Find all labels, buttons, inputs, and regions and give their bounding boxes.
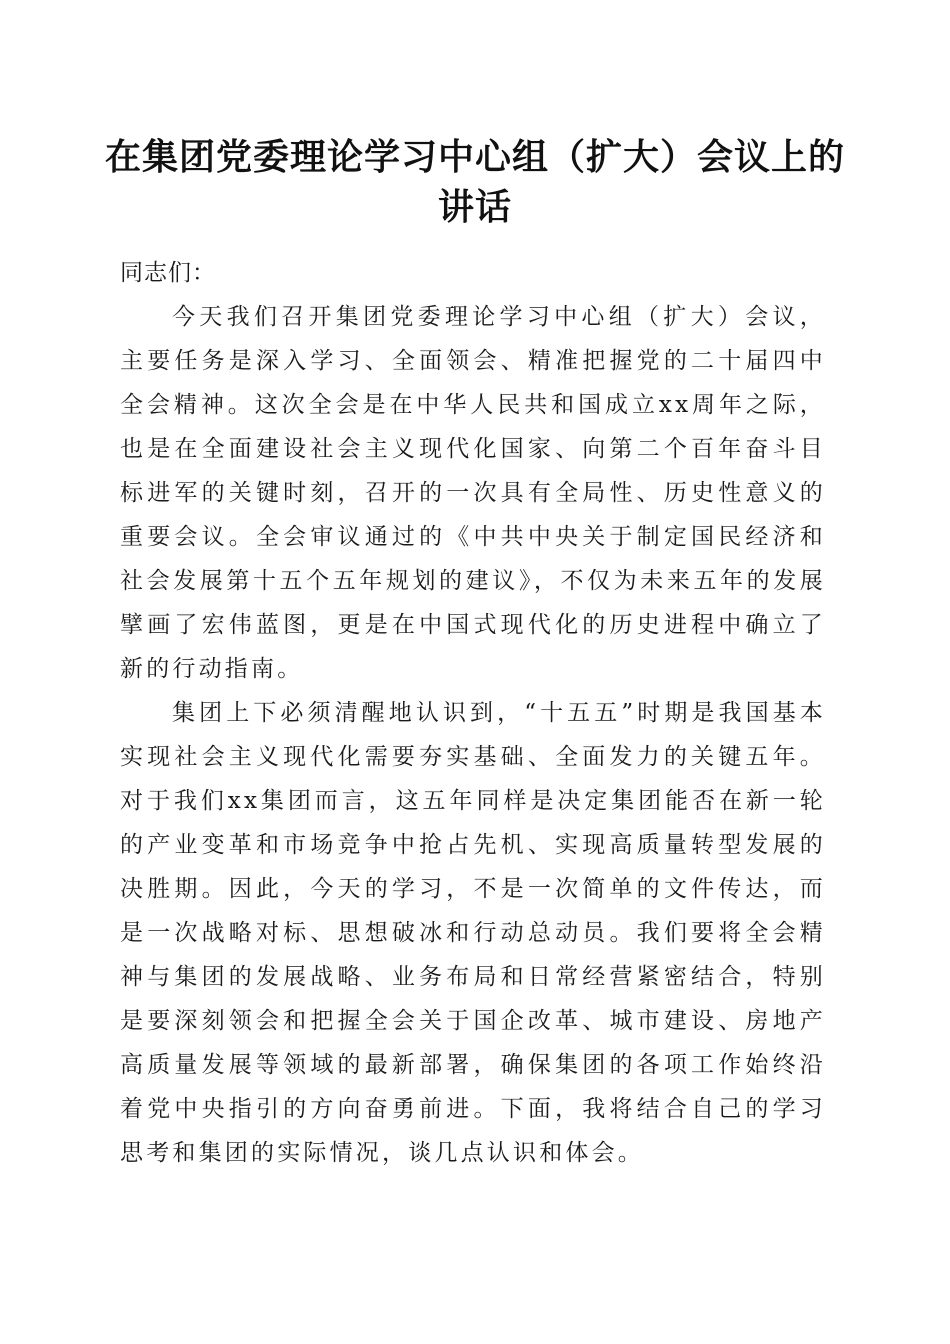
title-line-1: 在集团党委理论学习中心组（扩大）会议上的 — [104, 136, 845, 178]
document-title — [100, 132, 850, 232]
paragraph-1: 今天我们召开集团党委理论学习中心组（扩大）会议，主要任务是深入学习、全面领会、精准把握党的二十届四中全会精神。这次全会是在中华人民共和国成立xx周年之际，也是在全面建设社会主义现代化国家、向第二个百年奋斗目标进军的关键时刻，召开的一次具有全局性、历史性意义的重要会议。全会审议通过的《中共中央关于制定国民经济和社会发展第十五个五年规划的建议》，不仅为未来五年的发展擘画了宏伟蓝图，更是在中国式现代化的历史进程中确立了新的行动指南。 — [120, 304, 826, 682]
document-body — [120, 251, 826, 1175]
paragraph-2: 集团上下必须清醒地认识到，“十五五”时期是我国基本实现社会主义现代化需要夯实基础、全面发力的关键五年。对于我们xx集团而言，这五年同样是决定集团能否在新一轮的产业变革和市场竞争中抢占先机、实现高质量转型发展的决胜期。因此，今天的学习，不是一次简单的文件传达，而是一次战略对标、思想破冰和行动总动员。我们要将全会精神与集团的发展战略、业务布局和日常经营紧密结合，特别是要深刻领会和把握全会关于国企改革、城市建设、房地产高质量发展等领域的最新部署，确保集团的各项工作始终沿着党中央指引的方向奋勇前进。下面，我将结合自己的学习思考和集团的实际情况，谈几点认识和体会。 — [120, 700, 826, 1166]
salutation: 同志们： — [120, 260, 216, 286]
title-line-2: 讲话 — [437, 186, 512, 228]
